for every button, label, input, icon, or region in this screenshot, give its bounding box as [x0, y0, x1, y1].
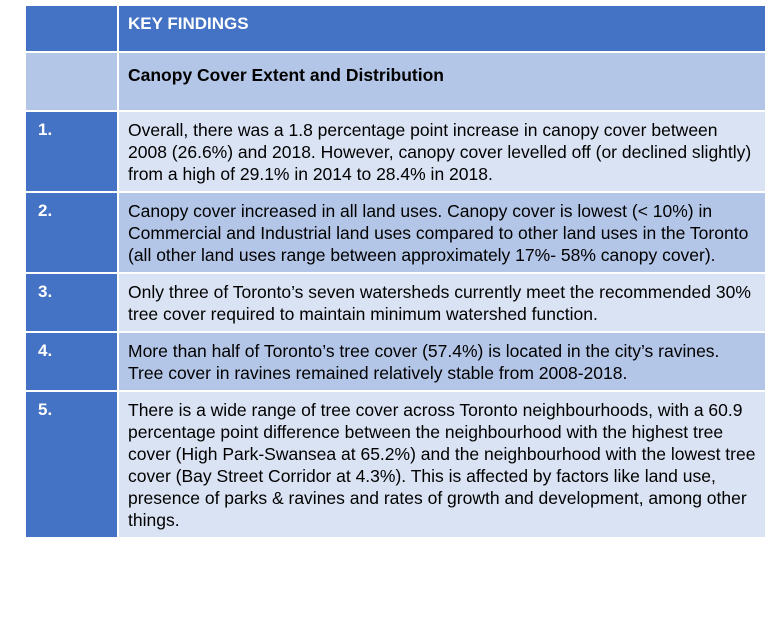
header-number-cell [25, 5, 118, 52]
table-title: KEY FINDINGS [118, 5, 766, 52]
finding-number: 1. [25, 111, 118, 192]
finding-text: More than half of Toronto’s tree cover (57.4%) is located in the city’s ravines. Tree cover in ravines remained relatively stable from 2008-2018. [118, 332, 766, 391]
key-findings-table [24, 4, 767, 539]
finding-number: 5. [25, 391, 118, 538]
finding-row [25, 192, 766, 273]
finding-row [25, 273, 766, 332]
finding-row [25, 111, 766, 192]
table-header-row [25, 5, 766, 52]
finding-row [25, 332, 766, 391]
finding-text: Only three of Toronto’s seven watersheds currently meet the recommended 30% tree cover required to maintain minimum watershed function. [118, 273, 766, 332]
finding-text: Canopy cover increased in all land uses. Canopy cover is lowest (< 10%) in Commercial and Industrial land uses compared to other land uses in the Toronto (all other land uses range between approximately 17%- 58% canopy cover). [118, 192, 766, 273]
finding-number: 4. [25, 332, 118, 391]
finding-number: 2. [25, 192, 118, 273]
section-number-cell [25, 52, 118, 111]
section-title: Canopy Cover Extent and Distribution [118, 52, 766, 111]
finding-text: Overall, there was a 1.8 percentage point increase in canopy cover between 2008 (26.6%) and 2018. However, canopy cover levelled off (or declined slightly) from a high of 29.1% in 2014 to 28.4% in 2018. [118, 111, 766, 192]
finding-row [25, 391, 766, 538]
section-header-row [25, 52, 766, 111]
finding-text: There is a wide range of tree cover across Toronto neighbourhoods, with a 60.9 percentage point difference between the neighbourhood with the highest tree cover (High Park-Swansea at 65.2%) and the neighbourhood with the lowest tree cover (Bay Street Corridor at 4.3%). This is affected by factors like land use, presence of parks & ravines and rates of growth and development, among other things. [118, 391, 766, 538]
finding-number: 3. [25, 273, 118, 332]
